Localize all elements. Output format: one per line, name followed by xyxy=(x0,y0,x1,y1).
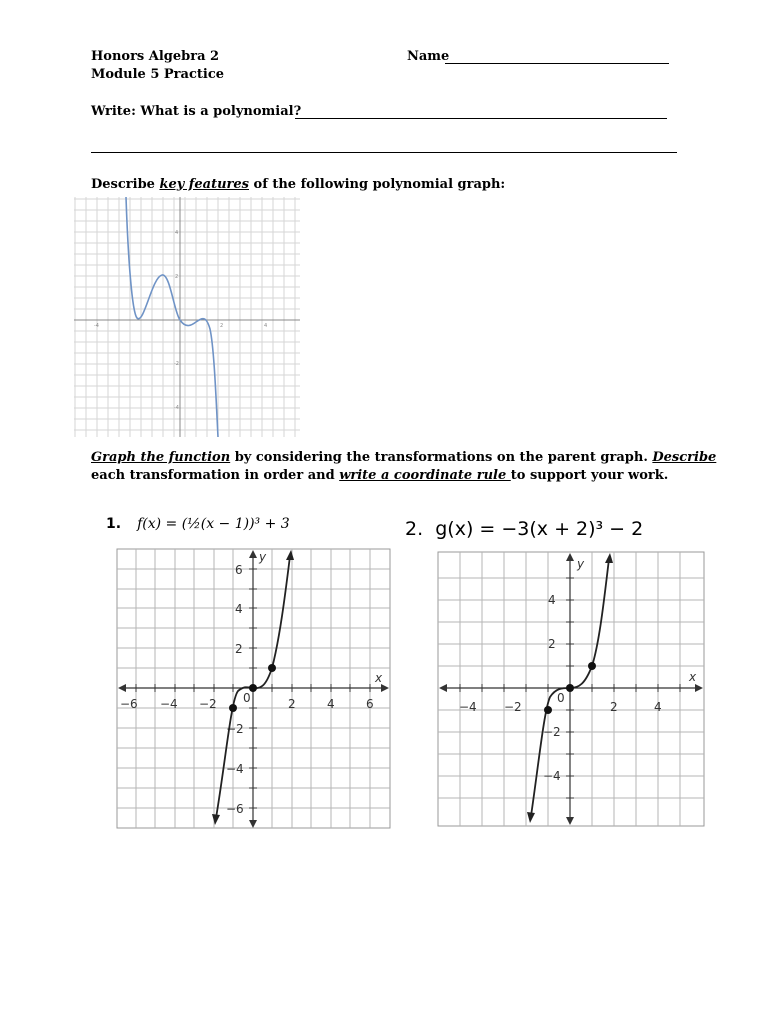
graph-2[interactable] xyxy=(437,551,705,827)
g2-xtick: −2 xyxy=(504,700,522,714)
write-line-2[interactable] xyxy=(91,152,677,153)
g1-ytick: 4 xyxy=(235,602,243,616)
svg-text:2: 2 xyxy=(220,323,224,329)
g2-point xyxy=(566,684,574,692)
problem-1-equation: 1. f(x) = (½(x − 1))³ + 3 xyxy=(106,516,290,532)
course-title: Honors Algebra 2 xyxy=(91,49,220,64)
g1-ytick: 6 xyxy=(235,563,243,577)
g1-xtick: −6 xyxy=(120,697,138,711)
g2-x-label: x xyxy=(689,670,697,684)
g1-y-label: y xyxy=(259,550,267,564)
g1-xtick: −4 xyxy=(160,697,178,711)
g1-x-label: x xyxy=(375,671,383,685)
g2-ytick: −4 xyxy=(543,769,561,783)
g1-ytick: −6 xyxy=(226,802,244,816)
svg-text:4: 4 xyxy=(264,323,268,329)
name-line[interactable] xyxy=(445,63,669,64)
graph-instructions-line2: each transformation in order and write a coordinate rule to support your work. xyxy=(91,468,669,483)
g2-ytick: 4 xyxy=(548,593,556,607)
g2-ytick: −2 xyxy=(543,725,561,739)
write-line-1[interactable] xyxy=(295,118,667,119)
module-title: Module 5 Practice xyxy=(91,67,225,82)
svg-text:2: 2 xyxy=(175,274,179,280)
key-features-emph: key features xyxy=(159,177,249,192)
g1-xtick: 6 xyxy=(366,697,374,711)
svg-text:4: 4 xyxy=(175,230,179,236)
g1-ytick: 2 xyxy=(235,642,243,656)
name-label: Name xyxy=(407,49,450,64)
problem-2-equation: 2. g(x) = −3(x + 2)³ − 2 xyxy=(405,518,644,540)
g2-point xyxy=(588,662,596,670)
g1-point xyxy=(268,664,276,672)
poly-curve xyxy=(126,197,218,437)
g1-xtick: 2 xyxy=(288,697,296,711)
g2-xtick: −4 xyxy=(459,700,477,714)
svg-text:-4: -4 xyxy=(94,323,99,329)
write-prompt: Write: What is a polynomial? xyxy=(91,104,302,119)
graph-instructions-line1: Graph the function by considering the transformations on the parent graph. Describe xyxy=(91,450,717,465)
g2-xtick: 2 xyxy=(610,700,618,714)
g2-ytick: 2 xyxy=(548,637,556,651)
g1-origin: 0 xyxy=(243,691,251,705)
g2-point xyxy=(544,706,552,714)
g1-point xyxy=(229,704,237,712)
svg-text:-2: -2 xyxy=(174,361,179,367)
polynomial-graph xyxy=(74,197,300,437)
g1-xtick: 4 xyxy=(327,697,335,711)
graph-1[interactable] xyxy=(116,548,391,829)
g1-ytick: −4 xyxy=(226,762,244,776)
svg-text:-4: -4 xyxy=(174,405,179,411)
g2-origin: 0 xyxy=(557,691,565,705)
g1-xtick: −2 xyxy=(199,697,217,711)
g2-y-label: y xyxy=(577,557,585,571)
g2-xtick: 4 xyxy=(654,700,662,714)
describe-prompt: Describe key features of the following polynomial graph: xyxy=(91,177,506,192)
poly-grid xyxy=(74,197,300,437)
g1-point xyxy=(249,684,257,692)
g1-ytick: −2 xyxy=(226,722,244,736)
